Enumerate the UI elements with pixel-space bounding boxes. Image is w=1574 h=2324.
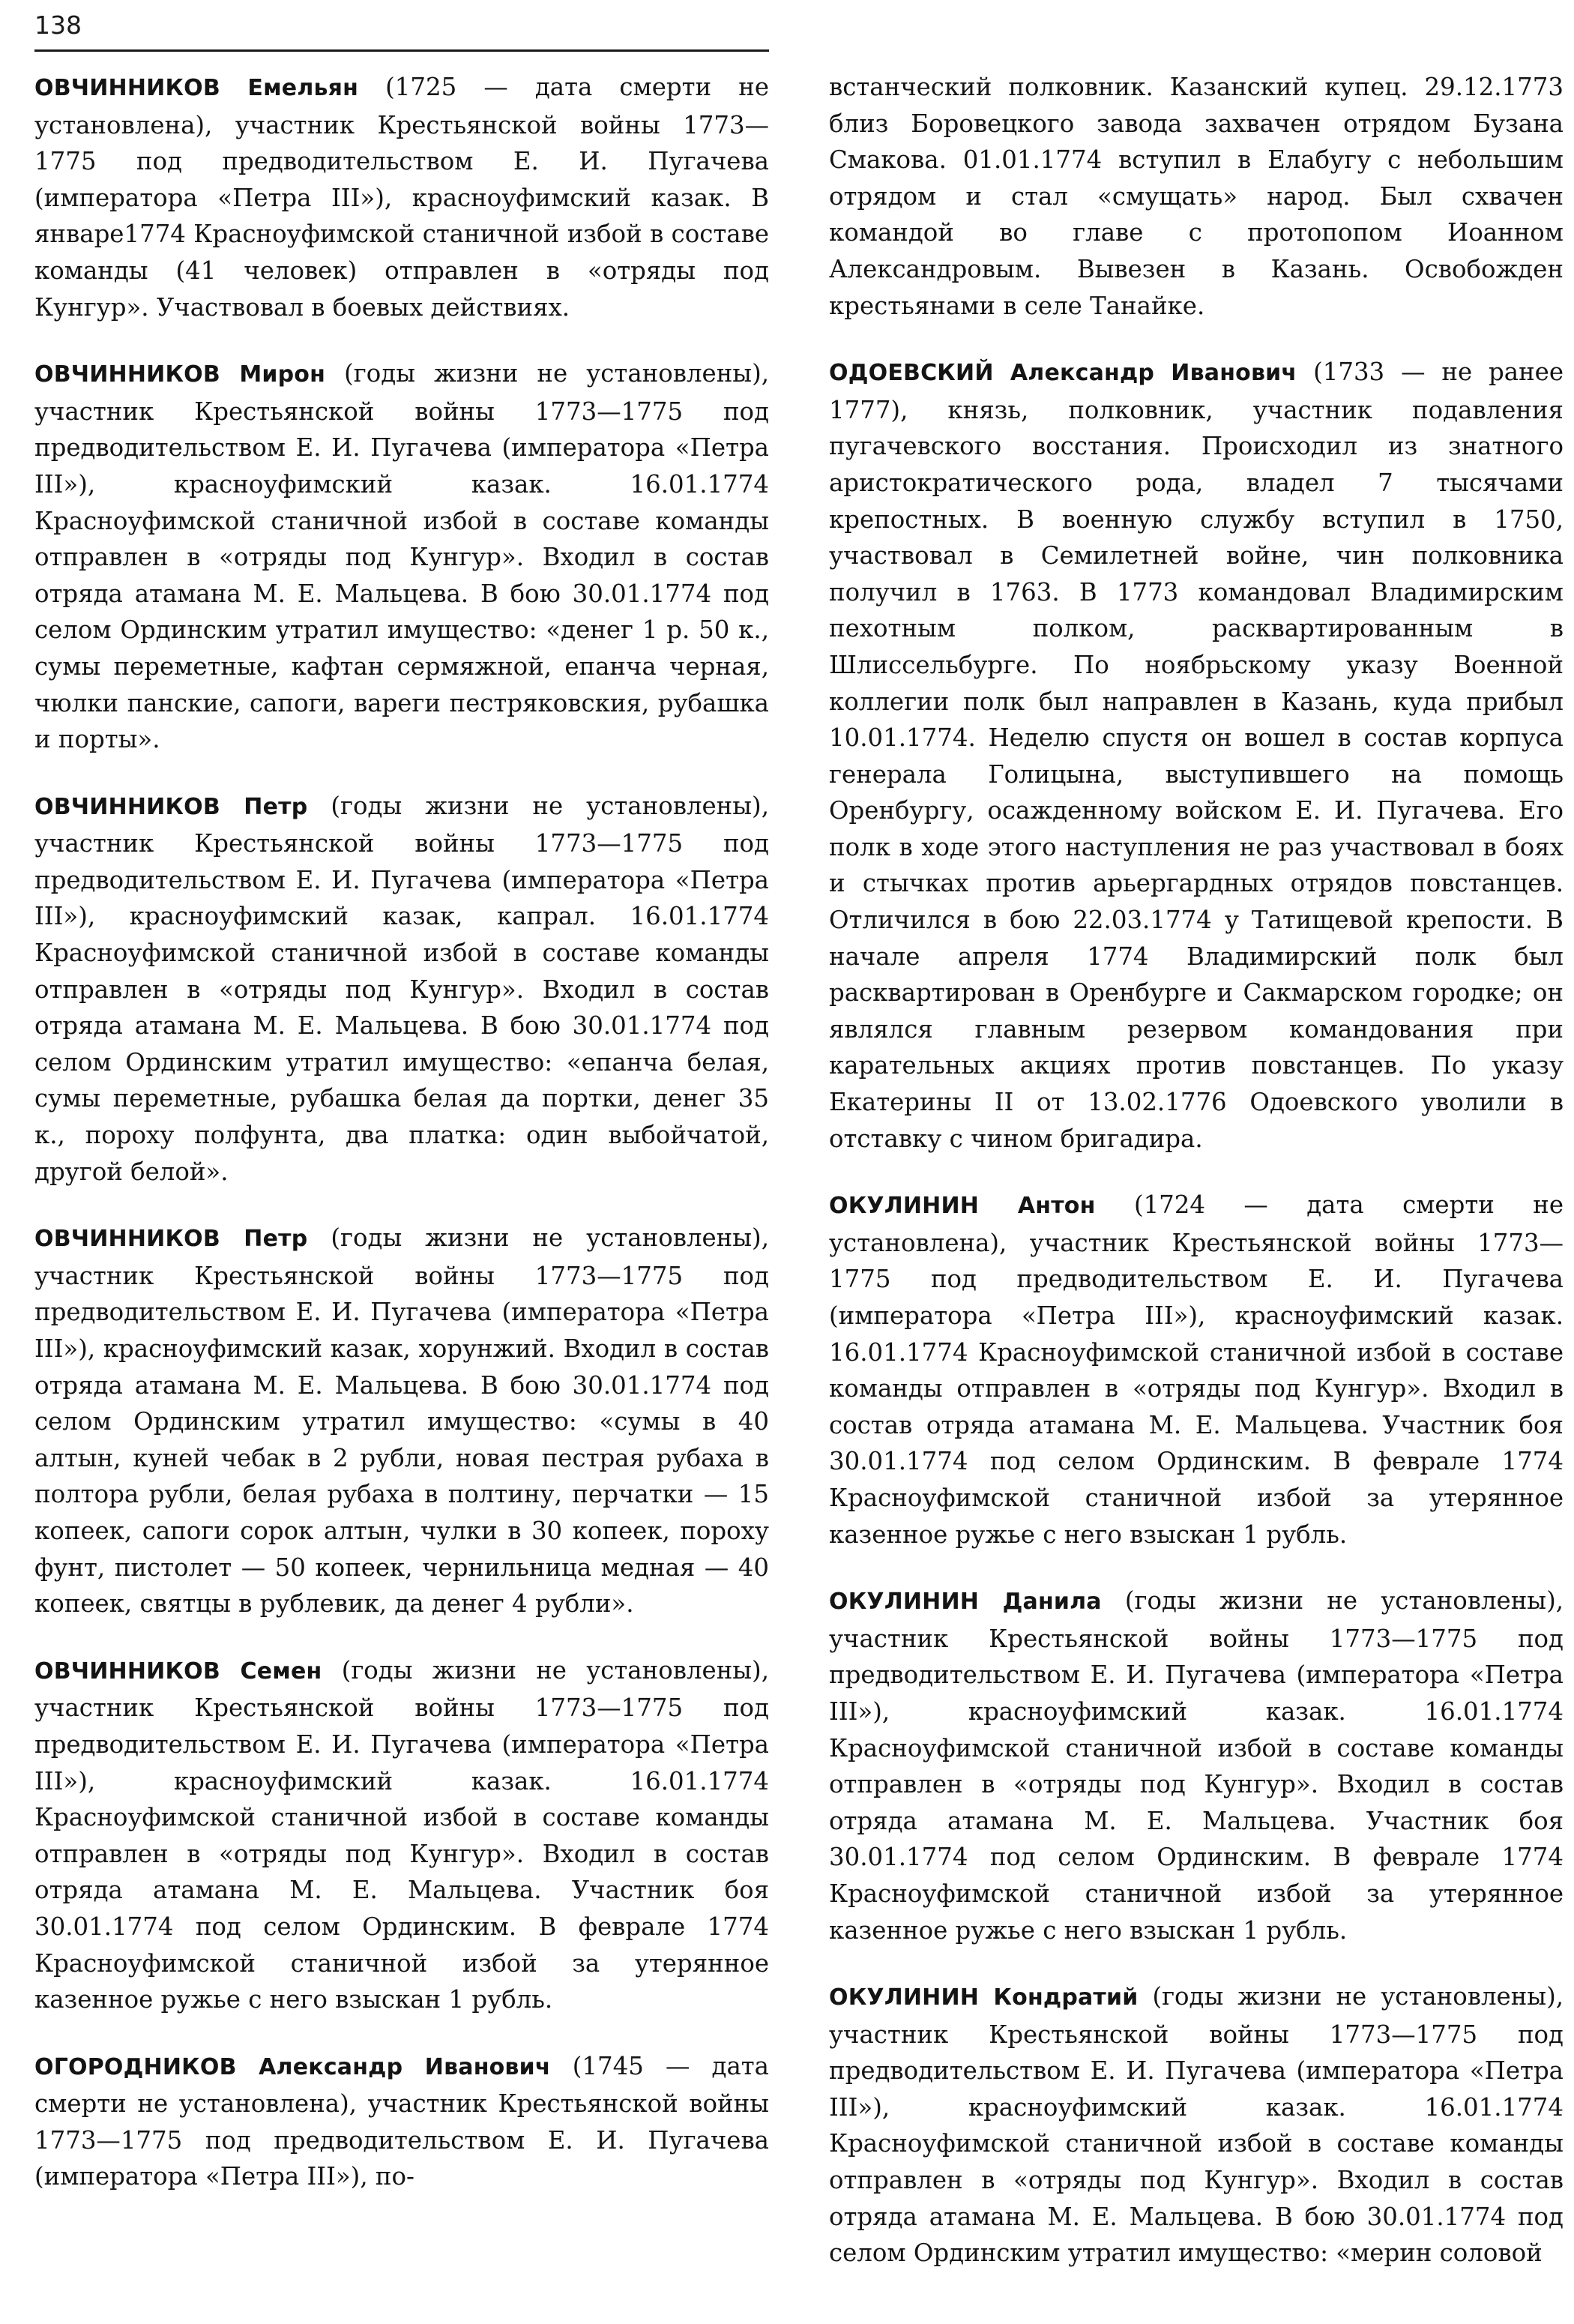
entry [829, 1978, 1564, 2272]
entry [34, 788, 769, 1190]
entry [34, 69, 769, 325]
entry-name: ОКУЛИНИН Антон [829, 1193, 1096, 1220]
right-column [829, 69, 1564, 2302]
entry-name: ОВЧИННИКОВ Семен [34, 1658, 322, 1685]
entry-name: ОКУЛИНИН Кондратий [829, 1984, 1139, 2011]
entry-text: (1725 — дата смерти не установлена), участник Крестьянской войны 1773—1775 под предводительством Е. И. Пугачева (императора «Петра III»), красноуфимский казак. В январе1774 Красноуфимской станичной избой в составе команды (41 человек) отправлен в «отряды под Кунгур». Участвовал в боевых действиях. [34, 73, 769, 322]
left-column [34, 69, 769, 2225]
entry-name: ОВЧИННИКОВ Петр [34, 1226, 308, 1253]
entry-continuation [829, 69, 1564, 324]
entry [34, 1220, 769, 1622]
entry-text: (годы жизни не установлены), участник Крестьянской войны 1773—1775 под предводительством Е. И. Пугачева (императора «Петра III»), красноуфимский казак. 16.01.1774 Красноуфимской станичной избой в составе команды отправлен в «отряды под Кунгур». Входил в состав отряда атамана М. Е. Мальцева. Участник боя 30.01.1774 под селом Ординским. В феврале 1774 Красноуфимской станичной избой за утерянное казенное ружье с него взыскан 1 рубль. [829, 1586, 1564, 1945]
entry-name: ОДОЕВСКИЙ Александр Иванович [829, 360, 1297, 387]
entry [34, 1652, 769, 2018]
entry-text: (1733 — не ранее 1777), князь, полковник, участник подавления пугачевского восстания. Происходил из знатного аристократического рода, владел 7 тысячами крепостных. В военную службу вступил в 1750, участвовал в Семилетней войне, чин полковника получил в 1763. В 1773 командовал Владимирским пехотным полком, расквартированным в Шлиссельбурге. По ноябрьскому указу Военной коллегии полк был направлен в Казань, куда прибыл 10.01.1774. Неделю спустя он вошел в состав корпуса генерала Голицына, выступившего на помощь Оренбургу, осажденному войском Е. И. Пугачева. Его полк в ходе этого наступления не раз участвовал в боях и стычках против арьергардных отрядов повстанцев. Отличился в бою 22.03.1774 у Татищевой крепости. В начале апреля 1774 Владимирский полк был расквартирован в Оренбурге и Сакмарском городке; он являлся главным резервом командования при карательных акциях против повстанцев. По указу Екатерины II от 13.02.1776 Одоевского уволили в отставку с чином бригадира. [829, 358, 1564, 1153]
entry-text: (годы жизни не установлены), участник Крестьянской войны 1773—1775 под предводительством Е. И. Пугачева (императора «Петра III»), красноуфимский казак. 16.01.1774 Красноуфимской станичной избой в составе команды отправлен в «отряды под Кунгур». Входил в состав отряда атамана М. Е. Мальцева. Участник боя 30.01.1774 под селом Ординским. В феврале 1774 Красноуфимской станичной избой за утерянное казенное ружье с него взыскан 1 рубль. [34, 1655, 769, 2014]
entry-text: встанческий полковник. Казанский купец. 29.12.1773 близ Боровецкого завода захвачен отрядом Бузана Смакова. 01.01.1774 вступил в Елабугу с небольшим отрядом и стал «смущать» народ. Был схвачен командой во главе с протопопом Иоанном Александровым. Вывезен в Казань. Освобожден крестьянами в селе Танайке. [829, 73, 1564, 320]
entry-text: (1724 — дата смерти не установлена), участник Крестьянской войны 1773—1775 под предводительством Е. И. Пугачева (императора «Петра III»), красноуфимский казак. 16.01.1774 Красноуфимской станичной избой в составе команды отправлен в «отряды под Кунгур». Входил в состав отряда атамана М. Е. Мальцева. Участник боя 30.01.1774 под селом Ординским. В феврале 1774 Красноуфимской станичной избой за утерянное казенное ружье с него взыскан 1 рубль. [829, 1190, 1564, 1549]
entry-name: ОКУЛИНИН Данила [829, 1589, 1102, 1616]
entry [829, 1583, 1564, 1948]
entry-name: ОВЧИННИКОВ Петр [34, 793, 308, 820]
entry-name: ОГОРОДНИКОВ Александр Иванович [34, 2053, 551, 2080]
entry [34, 355, 769, 758]
entry [829, 1187, 1564, 1553]
entry-name: ОВЧИННИКОВ Емельян [34, 75, 359, 101]
entry-text: (1745 — дата смерти не установлена), участник Крестьянской войны 1773—1775 под предводительством Е. И. Пугачева (императора «Петра III»), по- [34, 2051, 769, 2191]
entry-name: ОВЧИННИКОВ Мирон [34, 361, 326, 388]
entry-text: (годы жизни не установлены), участник Крестьянской войны 1773—1775 под предводительством Е. И. Пугачева (императора «Петра III»), красноуфимский казак, хорунжий. Входил в состав отряда атамана М. Е. Мальцева. В бою 30.01.1774 под селом Ординским утратил имущество: «сумы в 40 алтын, куней чебак в 2 рубли, новая пестрая рубаха в полтора рубли, белая рубаха в полтину, перчатки — 15 копеек, сапоги сорок алтын, чулки в 30 копеек, пороху фунт, пистолет — 50 копеек, чернильница медная — 40 копеек, святцы в рублевик, да денег 4 рубли». [34, 1223, 769, 1619]
entry [34, 2048, 769, 2195]
entry-text: (годы жизни не установлены), участник Крестьянской войны 1773—1775 под предводительством Е. И. Пугачева (императора «Петра III»), красноуфимский казак. 16.01.1774 Красноуфимской станичной избой в составе команды отправлен в «отряды под Кунгур». Входил в состав отряда атамана М. Е. Мальцева. В бою 30.01.1774 под селом Ординским утратил имущество: «денег 1 р. 50 к., сумы переметные, кафтан сермяжной, епанча черная, чюлки панские, сапоги, вареги пестряковския, рубашка и порты». [34, 359, 770, 754]
entry [829, 354, 1564, 1157]
entry-text: (годы жизни не установлены), участник Крестьянской войны 1773—1775 под предводительством Е. И. Пугачева (императора «Петра III»), красноуфимский казак. 16.01.1774 Красноуфимской станичной избой в составе команды отправлен в «отряды под Кунгур». Входил в состав отряда атамана М. Е. Мальцева. В бою 30.01.1774 под селом Ординским утратил имущество: «мерин соловой [829, 1982, 1564, 2268]
entry-text: (годы жизни не установлены), участник Крестьянской войны 1773—1775 под предводительством Е. И. Пугачева (императора «Петра III»), красноуфимский казак, капрал. 16.01.1774 Красноуфимской станичной избой в составе команды отправлен в «отряды под Кунгур». Входил в состав отряда атамана М. Е. Мальцева. В бою 30.01.1774 под селом Ординским утратил имущество: «епанча белая, сумы переметные, рубашка белая да портки, денег 35 к., пороху полфунта, два платка: один выбойчатой, другой белой». [34, 791, 769, 1186]
page-number: 138 [34, 10, 82, 40]
header-rule [34, 49, 769, 52]
